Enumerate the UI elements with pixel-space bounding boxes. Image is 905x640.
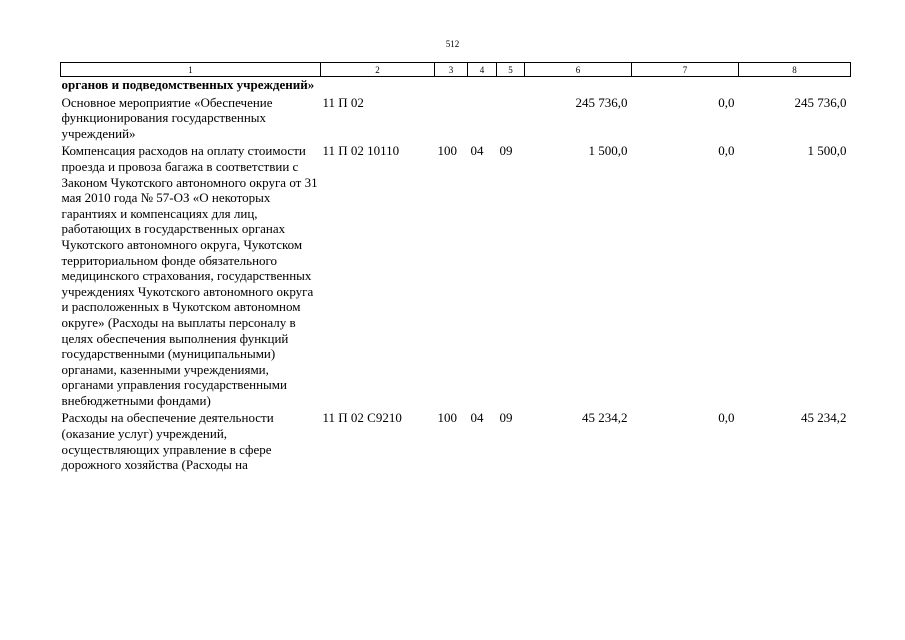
subsection-code: 09 <box>499 143 513 159</box>
section-code <box>468 77 497 95</box>
section-code: 04 <box>470 410 484 426</box>
expense-type-code <box>435 95 468 144</box>
subsection-code: 09 <box>499 410 513 426</box>
column-number-row <box>61 63 851 77</box>
target-article-code: 11 П 02 10110 <box>322 143 400 159</box>
row-name: Основное мероприятие «Обеспечение функционирования государственных учреждений» <box>61 94 273 141</box>
target-article-code: 11 П 02 <box>322 94 364 110</box>
page-number: 512 <box>445 39 460 49</box>
budget-table <box>60 62 851 475</box>
amount-col-8: 245 736,0 <box>794 94 847 110</box>
expense-type-code: 100 <box>437 410 457 426</box>
column-header-4: 4 <box>468 63 497 77</box>
column-header-5: 5 <box>497 63 525 77</box>
table-header <box>61 63 851 77</box>
table-row <box>61 95 851 144</box>
subsection-code <box>497 77 525 95</box>
amount-col-7 <box>632 77 739 95</box>
column-header-8: 8 <box>739 63 851 77</box>
column-header-7: 7 <box>632 63 739 77</box>
amount-col-6 <box>525 77 632 95</box>
row-name: Расходы на обеспечение деятельности (оказание услуг) учреждений, осуществляющих управление в сфере дорожного хозяйства (Расходы на <box>61 410 274 473</box>
column-header-2: 2 <box>321 63 435 77</box>
amount-col-8 <box>739 77 851 95</box>
section-code: 04 <box>470 143 484 159</box>
column-header-1: 1 <box>61 63 321 77</box>
expense-type-code: 100 <box>437 143 457 159</box>
amount-col-8: 1 500,0 <box>807 143 847 159</box>
row-name: Компенсация расходов на оплату стоимости проезда и провоза багажа в соответствии с Законом Чукотского автономного округа от 31 мая 2010 года № 57-ОЗ «О некоторых гарантиях и компенсациях для лиц, работающих в государственных органах Чукотского автономного округа, Чукотском территориальном фонде обязательного медицинского страхования, государственных учреждениях Чукотского автономного округа и расположенных в Чукотском автономном округе» (Расходы на выплаты персоналу в целях обеспечения выполнения функций государственными (муниципальными) органами, казенными учреждениями, органами управления государственными внебюджетными фондами) <box>61 143 318 408</box>
amount-col-7: 0,0 <box>718 94 735 110</box>
column-header-3: 3 <box>435 63 468 77</box>
column-header-6: 6 <box>525 63 632 77</box>
subsection-code <box>497 95 525 144</box>
target-article-code <box>321 77 435 95</box>
table-row <box>61 77 851 95</box>
table-body <box>61 77 851 475</box>
amount-col-6: 1 500,0 <box>588 143 628 159</box>
amount-col-6: 45 234,2 <box>582 410 628 426</box>
amount-col-7: 0,0 <box>718 143 735 159</box>
amount-col-7: 0,0 <box>718 410 735 426</box>
row-name: органов и подведомственных учреждений» <box>61 77 315 92</box>
target-article-code: 11 П 02 С9210 <box>322 410 402 426</box>
table-row <box>61 410 851 474</box>
amount-col-8: 45 234,2 <box>801 410 847 426</box>
section-code <box>468 95 497 144</box>
expense-type-code <box>435 77 468 95</box>
table-row <box>61 143 851 410</box>
amount-col-6: 245 736,0 <box>575 94 628 110</box>
